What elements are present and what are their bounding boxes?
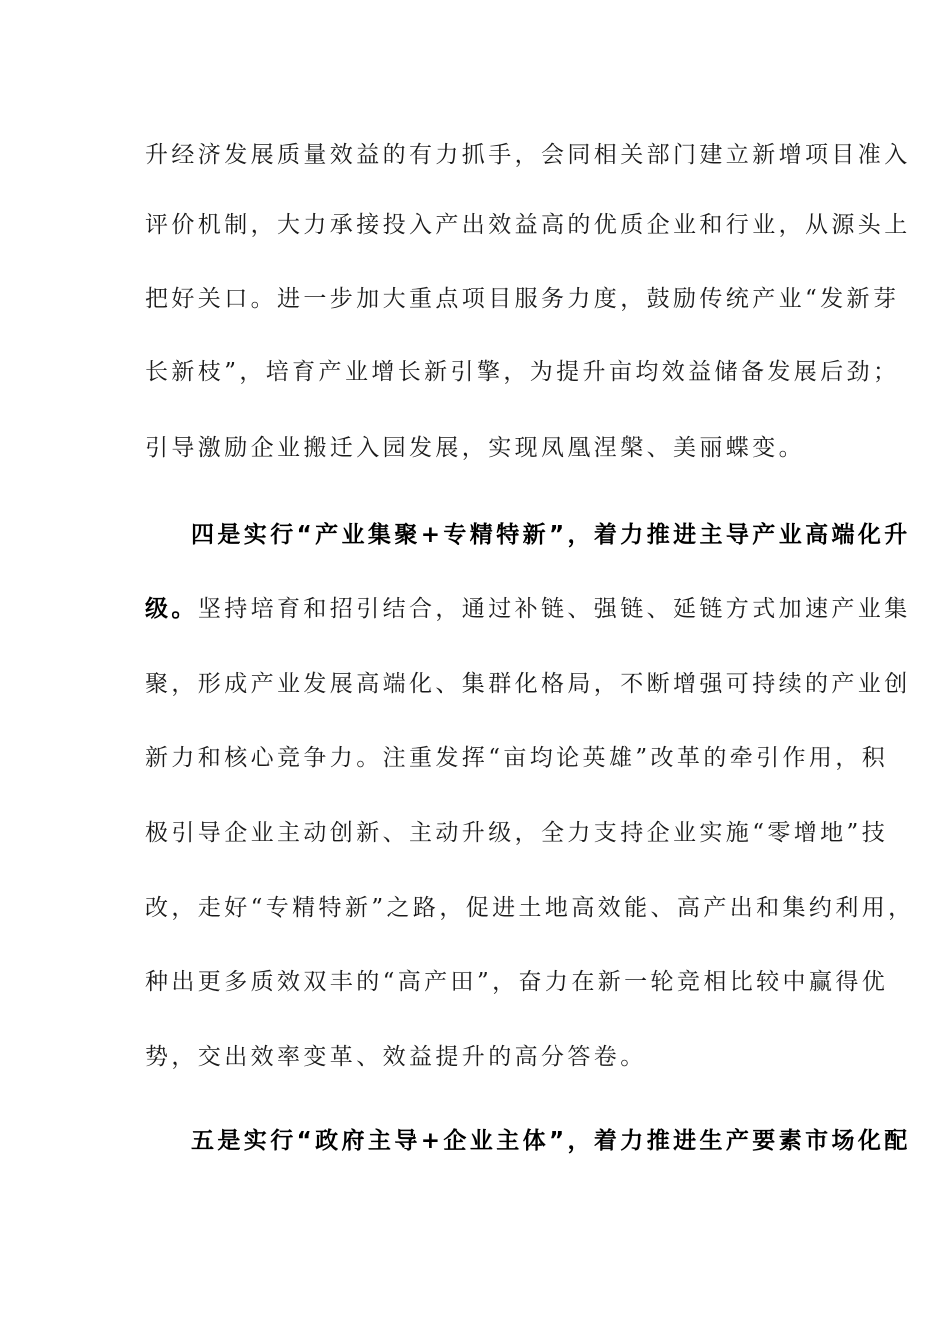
text-line: 极引导企业主动创新、主动升级，全力支持企业实施“零增地”技	[145, 820, 889, 846]
text-line: 势，交出效率变革、效益提升的高分答卷。	[145, 1044, 647, 1070]
section-heading: 四是实行“产业集聚+专精特新”，着力推进主导产业高端化升	[191, 522, 911, 548]
text-line: 把好关口。进一步加大重点项目服务力度，鼓励传统产业“发新芽	[145, 286, 900, 312]
text-line: 升经济发展质量效益的有力抓手，会同相关部门建立新增项目准入	[145, 142, 911, 168]
text-line: 种出更多质效双丰的“高产田”，奋力在新一轮竞相比较中赢得优	[145, 969, 889, 995]
text-line: 改，走好“专精特新”之路，促进土地高效能、高产出和集约利用，	[145, 895, 915, 921]
text-line: 引导激励企业搬迁入园发展，实现凤凰涅槃、美丽蝶变。	[145, 435, 805, 461]
text-line: 评价机制，大力承接投入产出效益高的优质企业和行业，从源头上	[145, 212, 911, 238]
text-line: 长新枝”，培育产业增长新引擎，为提升亩均效益储备发展后劲；	[145, 359, 900, 385]
section-heading: 五是实行“政府主导+企业主体”，着力推进生产要素市场化配	[191, 1128, 911, 1154]
text-line: 新力和核心竞争力。注重发挥“亩均论英雄”改革的牵引作用，积	[145, 745, 889, 771]
section-heading-end: 级。	[145, 596, 198, 622]
text-line: 聚，形成产业发展高端化、集群化格局，不断增强可持续的产业创	[145, 671, 911, 697]
text-line-rest: 坚持培育和招引结合，通过补链、强链、延链方式加速产业集	[197, 596, 911, 622]
text-line	[145, 589, 911, 629]
